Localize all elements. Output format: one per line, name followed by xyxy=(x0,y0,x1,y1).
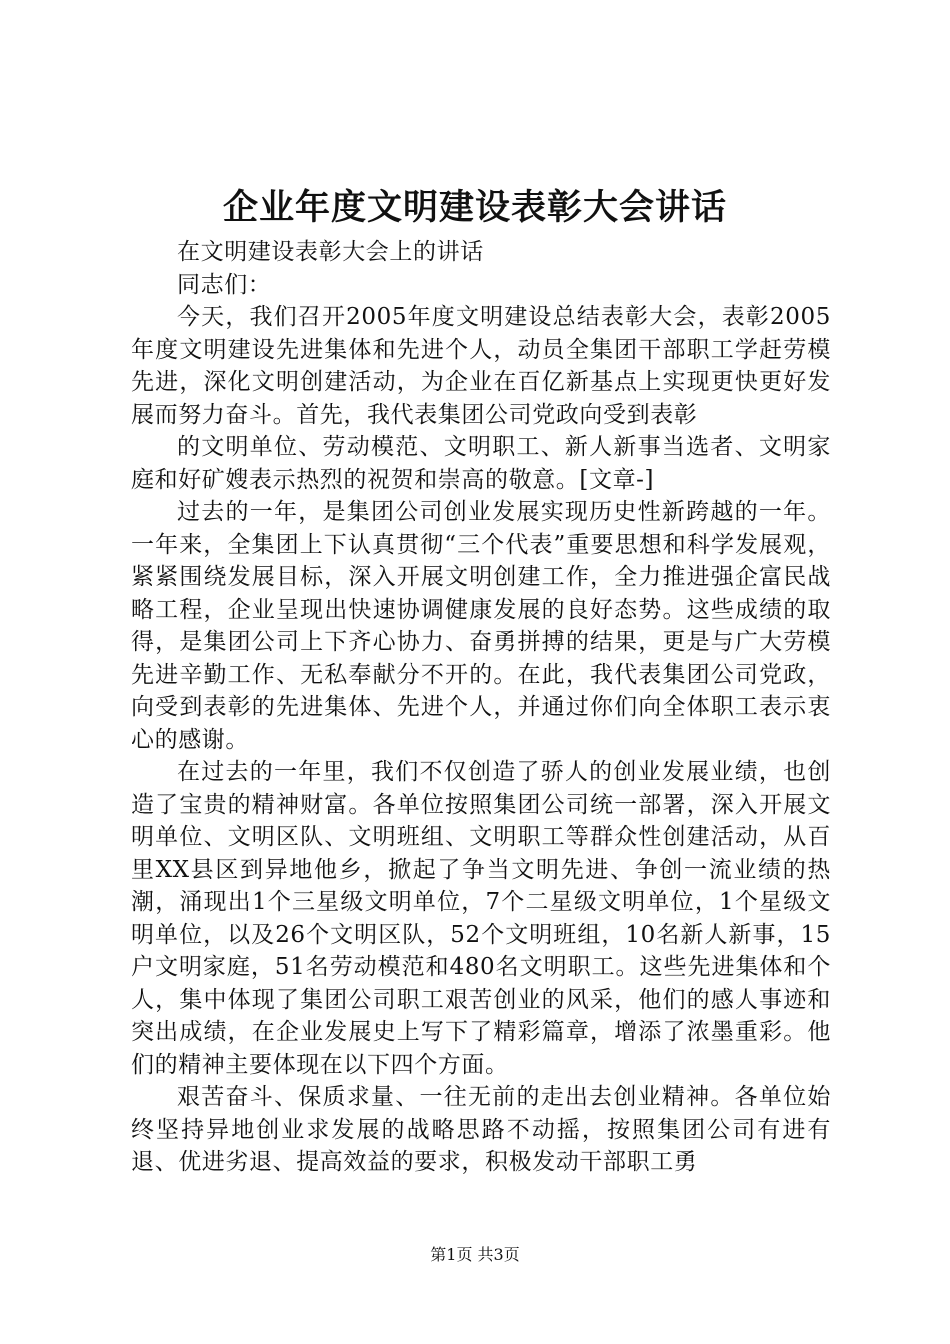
body-paragraph: 过去的一年，是集团公司创业发展实现历史性新跨越的一年。一年来，全集团上下认真贯彻“三个代表”重要思想和科学发展观，紧紧围绕发展目标，深入开展文明创建工作，全力推进强企富民战略工程，企业呈现出快速协调健康发展的良好态势。这些成绩的取得，是集团公司上下齐心协力、奋勇拼搏的结果，更是与广大劳模先进辛勤工作、无私奉献分不开的。在此，我代表集团公司党政，向受到表彰的先进集体、先进个人，并通过你们向全体职工表示衷心的感谢。 xyxy=(131,499,831,753)
body-paragraph: 的文明单位、劳动模范、文明职工、新人新事当选者、文明家庭和好矿嫂表示热烈的祝贺和崇高的敬意。[文章-] xyxy=(131,434,831,493)
document-title: 企业年度文明建设表彰大会讲话 xyxy=(222,187,727,228)
document-body xyxy=(131,236,831,1179)
salutation-paragraph: 同志们： xyxy=(177,271,272,298)
body-paragraph: 今天，我们召开2005年度文明建设总结表彰大会，表彰2005年度文明建设先进集体和先进个人，动员全集团干部职工学赶劳模先进，深化文明创建活动，为企业在百亿新基点上实现更快更好发展而努力奋斗。首先，我代表集团公司党政向受到表彰 xyxy=(131,304,831,428)
page-number-footer: 第1页 共3页 xyxy=(430,1245,520,1264)
body-paragraph: 在过去的一年里，我们不仅创造了骄人的创业发展业绩，也创造了宝贵的精神财富。各单位按照集团公司统一部署，深入开展文明单位、文明区队、文明班组、文明职工等群众性创建活动，从百里XX县区到异地他乡，掀起了争当文明先进、争创一流业绩的热潮，涌现出1个三星级文明单位，7个二星级文明单位，1个星级文明单位，以及26个文明区队，52个文明班组，10名新人新事，15户文明家庭，51名劳动模范和480名文明职工。这些先进集体和个人，集中体现了集团公司职工艰苦创业的风采，他们的感人事迹和突出成绩，在企业发展史上写下了精彩篇章，增添了浓墨重彩。他们的精神主要体现在以下四个方面。 xyxy=(131,759,831,1078)
body-paragraph: 艰苦奋斗、保质求量、一往无前的走出去创业精神。各单位始终坚持异地创业求发展的战略思路不动摇，按照集团公司有进有退、优进劣退、提高效益的要求，积极发动干部职工勇 xyxy=(131,1084,831,1175)
subtitle-paragraph: 在文明建设表彰大会上的讲话 xyxy=(177,239,484,265)
